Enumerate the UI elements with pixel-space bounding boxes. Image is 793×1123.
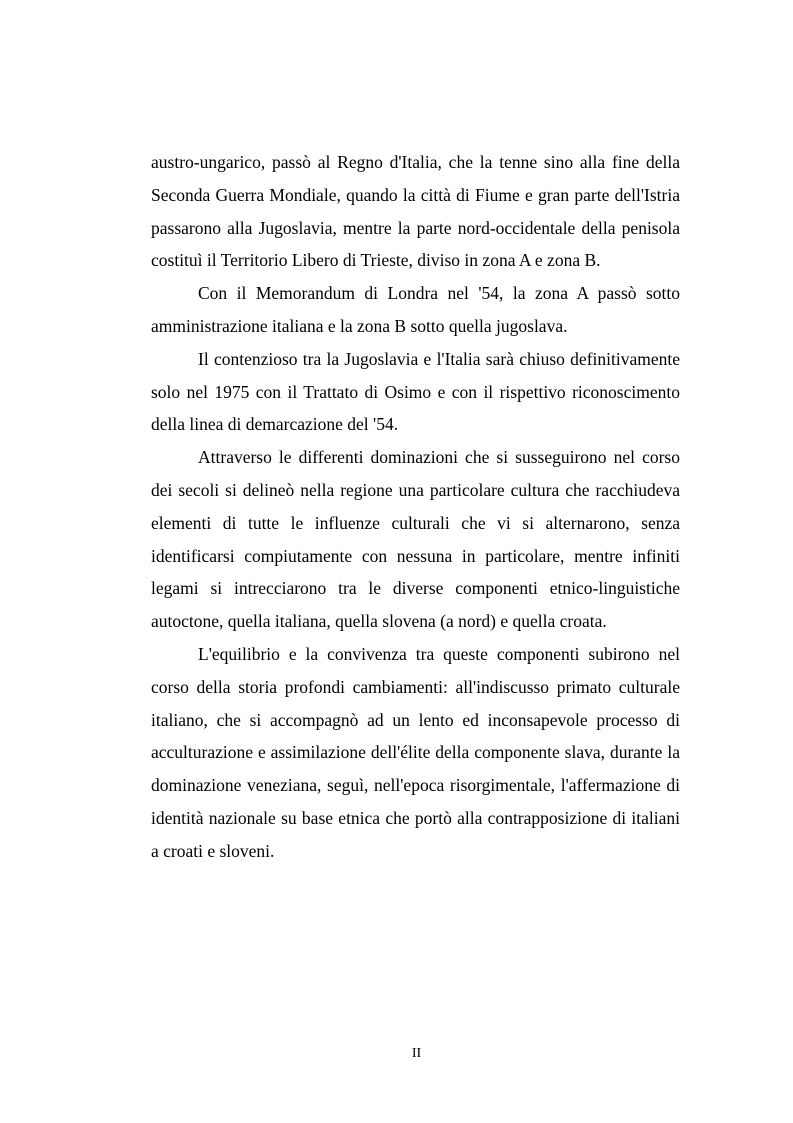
paragraph-memorandum: Con il Memorandum di Londra nel '54, la zona A passò sotto amministrazione italiana e la zona B sotto quella jugoslava. <box>151 283 680 336</box>
paragraph-equilibrium: L'equilibrio e la convivenza tra queste componenti subirono nel corso della storia profondi cambiamenti: all'indiscusso primato culturale italiano, che si accompagnò ad un lento ed inconsapevole processo di acculturazione e assimilazione dell'élite della componente slava, durante la dominazione veneziana, seguì, nell'epoca risorgimentale, l'affermazione di identità nazionale su base etnica che portò alla contrapposizione di italiani a croati e sloveni. <box>151 643 680 861</box>
document-body <box>151 146 680 868</box>
page-number: II <box>411 1046 422 1061</box>
paragraph-osimo: Il contenzioso tra la Jugoslavia e l'Italia sarà chiuso definitivamente solo nel 1975 con il Trattato di Osimo e con il rispettivo riconoscimento della linea di demarcazione del '54. <box>151 348 680 435</box>
paragraph-culture: Attraverso le differenti dominazioni che si susseguirono nel corso dei secoli si delineò nella regione una particolare cultura che racchiudeva elementi di tutte le influenze culturali che vi si alternarono, senza identificarsi compiutamente con nessuna in particolare, mentre infiniti legami si intrecciarono tra le diverse componenti etnico-linguistiche autoctone, quella italiana, quella slovena (a nord) e quella croata. <box>151 447 680 632</box>
paragraph-continued: austro-ungarico, passò al Regno d'Italia, che la tenne sino alla fine della Seconda Guerra Mondiale, quando la città di Fiume e gran parte dell'Istria passarono alla Jugoslavia, mentre la parte nord-occidentale della penisola costituì il Territorio Libero di Trieste, diviso in zona A e zona B. <box>151 152 680 271</box>
